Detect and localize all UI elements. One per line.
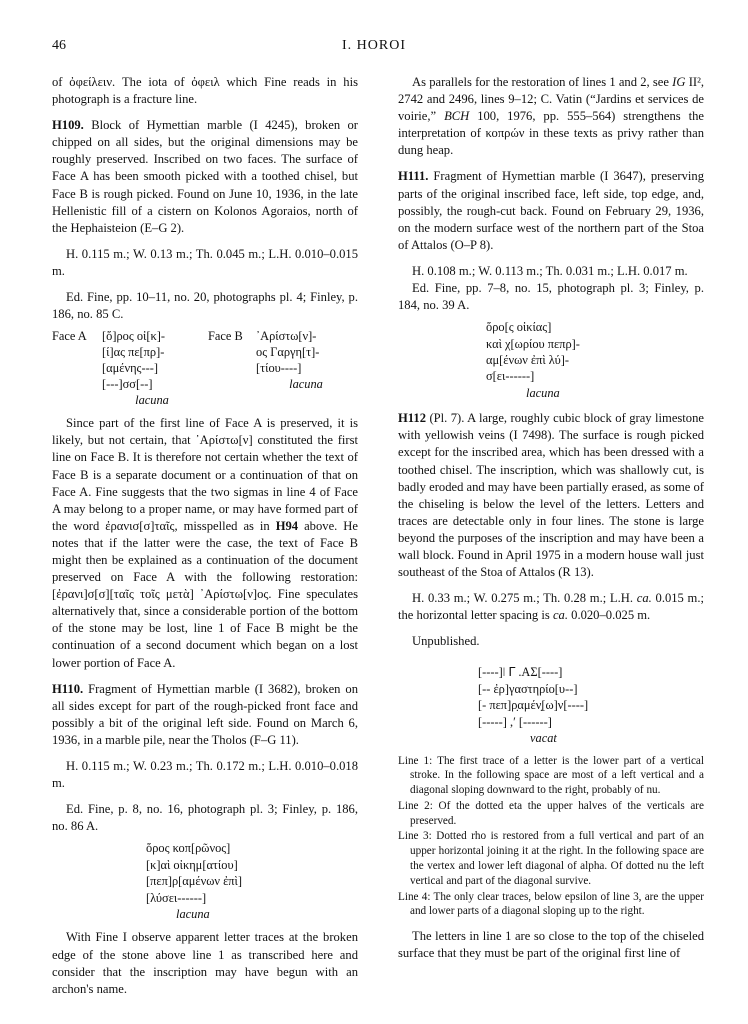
h111-editions: Ed. Fine, pp. 7–8, no. 15, photograph pl. 3; Finley, p. 184, no. 39 A. [398,281,704,313]
h112-vacat: vacat [530,731,557,746]
h111-description: Fragment of Hymettian marble (I 3647), preserving parts of the original inscribed face, left side, top edge, and, possibly, the rough-cut back. Found on February 29, 1936, on the modern surface west of the northern part of the Stoa of Attalos (O–P 8). [398,169,704,252]
h112-line-1: [----]ǀ ᒥ .ΑΣ[----] [478,665,563,680]
h109-discussion: Since part of the first line of Face A is preserved, it is likely, but not certain, that ᾿Αρίστω[ν] constituted the first line on Face B. It is therefore not certain whether the text of Face B is a separate document or a continuation of that on Face A. Fine suggests that the two sigmas in line 4 of Face A may belong to a proper name, or may have formed part of the word ἐρανισ[σ]ταῖς, misspelled as in H94 above. He notes that if the latter were the case, the text of Face B might then be explained as a continuation of the document preserved on Face A with the following restoration: [ἐρανι]σ[σ][ταῖς τοῖς μετὰ] ᾿Αρίστω[ν]ος. Fine speculates alternatively that, since a considerable portion of the bottom of the stone may be lost, line 1 of Face B might be the continuation of a second document which began on a lost lower portion of Face A. [52,416,358,670]
h110-lacuna: lacuna [176,907,210,921]
h111-dimensions: H. 0.108 m.; W. 0.113 m.; Th. 0.031 m.; L.H. 0.017 m. [412,263,688,278]
face-b-text [256,328,356,408]
h110-line-1: ὅρος κοπ[ρῶνος] [146,841,231,856]
h111-line-1: ὅρο[ς οἰκίας] [486,320,552,335]
face-b-line-3: [τίου----] [256,361,302,376]
face-a-label: Face A [52,329,87,344]
page-header [52,38,696,58]
h110-entry [52,681,358,749]
h110-discussion: With Fine I observe apparent letter traces at the broken edge of the stone above line 1 as transcribed here and consider that the inscription may have begun with an archon's name. [52,930,358,996]
parallels-paragraph: As parallels for the restoration of lines 1 and 2, see IG II², 2742 and 2496, lines 9–12; C. Vatin (“Jardins et services de voirie,” BCH 100, 1976, pp. 555–564) strengthens the interpretation of κοπρών in these texts as privy rather than dung heap. [398,75,704,158]
face-b-line-2: ος Γαργη[τ]- [256,345,320,360]
h112-entry [398,410,704,581]
h109-description: Block of Hymettian marble (I 4245), broken or chipped on all sides, but the original dimensions may be roughly preserved. Inscribed on two faces. The surface of Face A has been smooth picked with a toothed chisel, but Face B is rough picked. Found on June 10, 1936, in the late Hellenistic fill of a cistern on Kolonos Agoraios, north of the Hephaisteion (E–G 2). [52,118,358,235]
bch-reference: BCH [444,109,470,124]
h111-inscription [398,319,704,401]
face-a-lacuna: lacuna [135,393,169,408]
right-column [398,74,704,962]
h112-line-3: [- πεπ]ρ̣αμέν̣[ω]ν[----] [478,698,589,713]
h110-line-4: [λύσει------] [146,890,207,905]
running-title: I. HOROI [342,38,406,53]
h110-description: Fragment of Hymettian marble (I 3682), broken on all sides except for part of the rough-picked front face and possibly a bit of the original left side. Found on March 6, 1936, in a marble pile, near the Tholos (F–G 11). [52,681,358,747]
h112-description: (Pl. 7). A large, roughly cubic block of gray limestone with yellowish veins (I 7498). The surface is rough picked except for the inscribed area, which has been dressed with a toothed chisel. The inscription, which was shallowly cut, is badly eroded and may have been partially erased, as some of the chiseling is below the level of the letters. Letters and traces are detectable only in four lines. The stone is large beyond the purposes of the inscription and may have been a wall block. Found in April 1975 in a modern house wall just southeast of the Stoa of Attalos (R 13). [398,411,704,580]
face-b-line-1: ᾿Αρίστω[ν]- [256,329,317,344]
left-column [52,74,358,998]
face-a-text [102,328,202,408]
face-a-line-2: [ί]ας πε[πρ]- [102,345,165,360]
note-line-2: Line 2: Of the dotted eta the upper halves of the verticals are preserved. [398,799,704,827]
h110-dimensions: H. 0.115 m.; W. 0.23 m.; Th. 0.172 m.; L.H. 0.010–0.018 m. [52,759,358,791]
h111-lacuna: lacuna [526,385,560,400]
h109-entry [52,117,358,237]
h112-line-2: [-- ἐρ]γαστηρίο[υ--] [478,681,578,696]
h112-inscription [398,664,704,746]
ig-reference: IG [672,75,686,89]
face-b-label: Face B [208,329,243,344]
h111-line-4: σ[ει------] [486,369,535,384]
h110-line-2: [κ]αὶ οἰκημ[ατίου] [146,857,238,872]
face-a-line-3: [αμένης---] [102,361,158,376]
h110-line-3: [πεπ]ρ[αμένων ἐπὶ] [146,874,242,889]
h110-heading: H110. [52,681,84,696]
h112-notes [398,754,704,920]
h112-heading: H112 [398,411,426,426]
h109-inscription [52,328,358,408]
h111-entry [398,168,704,253]
h109-heading: H109. [52,118,84,133]
note-line-4: Line 4: The only clear traces, below epsilon of line 3, are the upper and lower parts of a diagonal sloping up to the right. [398,890,704,918]
unpublished-note: Unpublished. [412,634,480,649]
face-a-line-4: [---]σσ[--] [102,377,153,392]
h109-dimensions: H. 0.115 m.; W. 0.13 m.; Th. 0.045 m.; L.H. 0.010–0.015 m. [52,246,358,278]
face-b-lacuna: lacuna [289,377,323,392]
h112-line-4: [-----] ,ʹ [------] [478,714,552,729]
h112-dimensions: H. 0.33 m.; W. 0.275 m.; Th. 0.28 m.; L.H. ca. 0.015 m.; the horizontal letter spacing is ca. 0.020–0.025 m. [398,591,705,623]
h111-heading: H111. [398,169,429,184]
h110-editions: Ed. Fine, p. 8, no. 16, photograph pl. 3; Finley, p. 186, no. 86 A. [52,802,358,834]
h110-inscription [52,840,358,922]
note-line-3: Line 3: Dotted rho is restored from a full vertical and part of an upper horizontal joining it at the right. In the following space are the vertex and lower left diagonal of alpha. Of dotted nu the left vertical and part of the diagonal survive. [398,830,704,887]
h112-final-paragraph: The letters in line 1 are so close to the top of the chiseled surface that they must be part of the original first line of [398,929,704,961]
h111-line-3: αμ[ένων ἐπὶ λύ]- [486,353,569,368]
h109-editions: Ed. Fine, pp. 10–11, no. 20, photographs pl. 4; Finley, p. 186, no. 85 C. [52,290,358,322]
page-number: 46 [52,38,66,53]
h111-line-2: καὶ χ[ωρίου πεπρ]- [486,336,580,351]
h94-reference: H94 [275,518,299,533]
face-a-line-1: [ὅ]ρος οἰ[κ]- [102,329,165,344]
continued-paragraph: of ὀφείλειν. The iota of ὀφειλ which Fine reads in his photograph is a fracture line. [52,75,358,107]
note-line-1: Line 1: The first trace of a letter is the lower part of a vertical stroke. In the following space are most of a left vertical and a diagonal sloping downward to the right, probably of nu. [398,754,704,797]
